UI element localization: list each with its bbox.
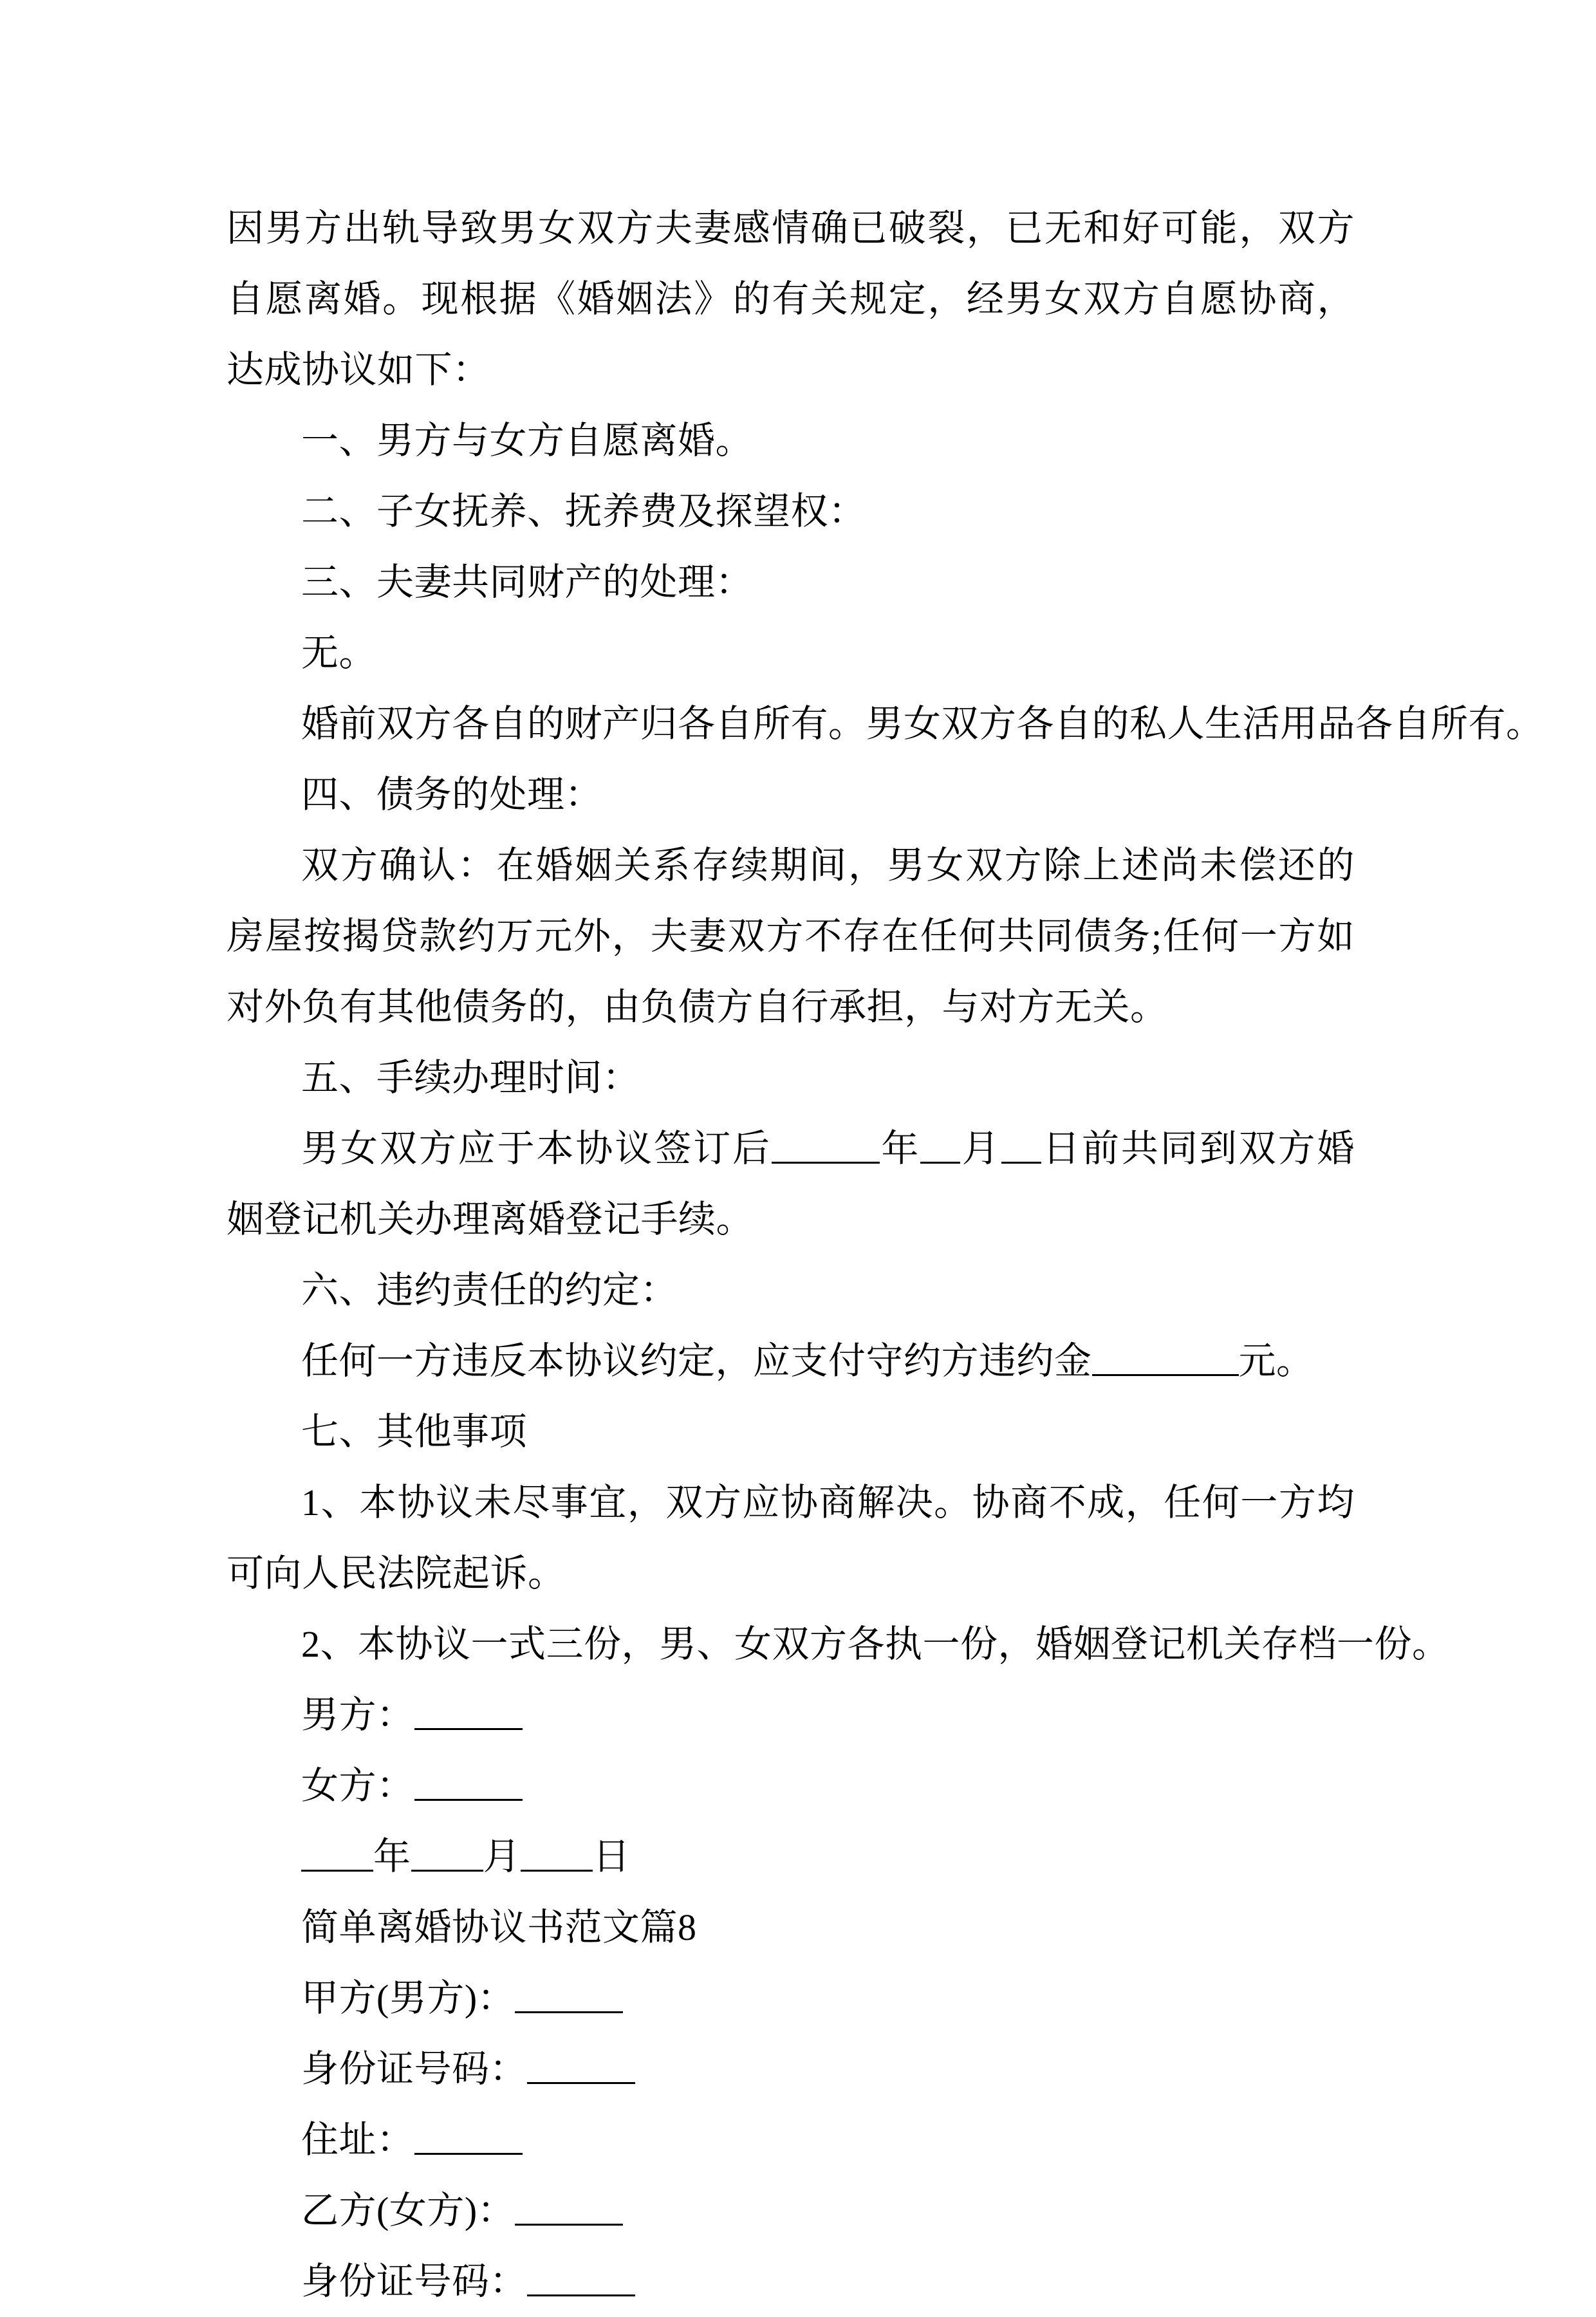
paragraph: 1、本协议未尽事宜，双方应协商解决。协商不成，任何一方均可向人民法院起诉。 bbox=[227, 1482, 1355, 1594]
fill-in-text: 年 bbox=[373, 1836, 411, 1877]
fill-in-text: 男方： bbox=[301, 1694, 414, 1736]
fill-in-blank[interactable] bbox=[527, 2294, 635, 2296]
fill-in-text: 身份证号码： bbox=[301, 2260, 528, 2302]
text-line: 二、子女抚养、抚养费及探望权： bbox=[301, 490, 866, 532]
fill-in-text: 任何一方违反本协议约定，应支付守约方违约金 bbox=[301, 1340, 1092, 1382]
fill-in-blank[interactable] bbox=[521, 1870, 593, 1872]
fill-in-text: 甲方(男方)： bbox=[301, 1977, 515, 2019]
fill-in-blank[interactable] bbox=[515, 2011, 623, 2013]
fill-in-line bbox=[227, 1680, 1355, 1751]
fill-in-line bbox=[227, 1963, 1355, 2034]
fill-in-text: 月 bbox=[483, 1836, 521, 1877]
fill-in-blank[interactable] bbox=[1001, 1162, 1041, 1164]
fill-in-blank[interactable] bbox=[414, 2153, 523, 2155]
fill-in-blank[interactable] bbox=[772, 1162, 880, 1164]
fill-in-text: 男女双方应于本协议签订后 bbox=[301, 1128, 772, 1169]
fill-in-line bbox=[227, 1113, 1355, 1255]
fill-in-text: 年 bbox=[879, 1128, 921, 1169]
text-line: 婚前双方各自的财产归各自所有。男女双方各自的私人生活用品各自所有。 bbox=[301, 703, 1544, 745]
text-line: 2、本协议一式三份，男、女双方各执一份，婚姻登记机关存档一份。 bbox=[301, 1623, 1450, 1665]
fill-in-text: 日前共同到双方婚姻登记机关办理离婚登记手续。 bbox=[227, 1128, 1355, 1240]
text-line: 三、夫妻共同财产的处理： bbox=[301, 561, 754, 603]
text-line: 一、男方与女方自愿离婚。 bbox=[301, 420, 754, 461]
text-line: 无。 bbox=[301, 632, 377, 674]
fill-in-text: 元。 bbox=[1238, 1340, 1314, 1382]
fill-in-line bbox=[227, 2246, 1355, 2317]
fill-in-text: 乙方(女方)： bbox=[301, 2190, 515, 2231]
fill-in-text: 住址： bbox=[301, 2119, 414, 2161]
fill-in-text: 女方： bbox=[301, 1765, 414, 1807]
fill-in-blank[interactable] bbox=[515, 2224, 623, 2226]
fill-in-line bbox=[227, 1821, 1355, 1892]
fill-in-line bbox=[227, 2175, 1355, 2246]
text-line: 五、手续办理时间： bbox=[301, 1057, 640, 1099]
fill-in-blank[interactable] bbox=[414, 1728, 523, 1730]
section-title: 简单离婚协议书范文篇8 bbox=[301, 1906, 697, 1948]
fill-in-text: 日 bbox=[593, 1836, 631, 1877]
text-line: 七、其他事项 bbox=[301, 1411, 528, 1453]
fill-in-blank[interactable] bbox=[411, 1870, 483, 1872]
fill-in-text: 月 bbox=[960, 1128, 1001, 1169]
text-line: 六、违约责任的约定： bbox=[301, 1269, 678, 1311]
fill-in-blank[interactable] bbox=[414, 1799, 523, 1801]
fill-in-line bbox=[227, 1751, 1355, 1821]
fill-in-line bbox=[227, 2034, 1355, 2105]
fill-in-blank[interactable] bbox=[527, 2082, 635, 2084]
fill-in-line bbox=[227, 2105, 1355, 2175]
paragraph: 因男方出轨导致男女双方夫妻感情确已破裂，已无和好可能，双方自愿离婚。现根据《婚姻法》的有关规定，经男女双方自愿协商，达成协议如下： bbox=[227, 207, 1355, 391]
fill-in-line bbox=[227, 1326, 1355, 1397]
fill-in-blank[interactable] bbox=[920, 1162, 960, 1164]
document-body bbox=[227, 193, 1544, 2317]
text-line: 四、债务的处理： bbox=[301, 774, 603, 815]
fill-in-blank[interactable] bbox=[301, 1870, 373, 1872]
fill-in-text: 身份证号码： bbox=[301, 2048, 528, 2090]
paragraph: 双方确认：在婚姻关系存续期间，男女双方除上述尚未偿还的房屋按揭贷款约万元外，夫妻双方不存在任何共同债务;任何一方如对外负有其他债务的，由负债方自行承担，与对方无关。 bbox=[227, 844, 1355, 1028]
fill-in-blank[interactable] bbox=[1092, 1374, 1239, 1376]
